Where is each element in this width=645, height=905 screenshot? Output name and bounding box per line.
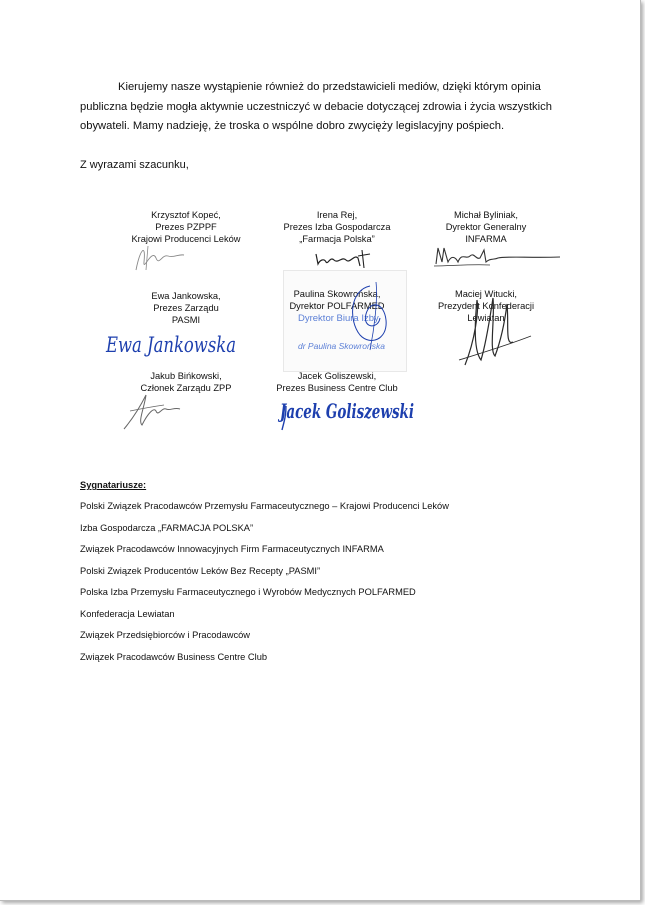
signatory-item: Konfederacja Lewiatan xyxy=(80,608,175,619)
signer-organization: PASMI xyxy=(171,315,201,326)
signer-name: Michał Byliniak, xyxy=(453,210,519,220)
signer-organization: „Farmacja Polska” xyxy=(299,234,375,245)
signer-name: Maciej Witucki, xyxy=(455,289,517,299)
signature-byliniak-scribble xyxy=(430,244,570,270)
signature-kopec-scribble xyxy=(128,240,188,275)
signatory-item: Izba Gospodarcza „FARMACJA POLSKA” xyxy=(80,522,254,533)
signer-name: Krzysztof Kopeć, xyxy=(151,210,221,220)
signer-title: Prezes Zarządu xyxy=(153,303,219,314)
signature-skowronska-scribble xyxy=(340,280,400,355)
signer-organization: Krajowi Producenci Leków xyxy=(131,234,241,245)
signature-goliszewski-handwriting xyxy=(278,392,418,434)
signer-title: Dyrektor Generalny xyxy=(445,222,527,233)
signature-block-goliszewski xyxy=(237,370,437,394)
signer-title: Prezydent Konfederacji xyxy=(437,301,535,312)
signature-witucki-scribble xyxy=(455,290,535,375)
signatory-item: Związek Pracodawców Business Centre Club xyxy=(80,651,268,662)
signatory-item: Polska Izba Przemysłu Farmaceutycznego i Wyrobów Medycznych POLFARMED xyxy=(80,587,416,597)
body-paragraph xyxy=(80,78,570,137)
signer-title: Prezes Business Centre Club xyxy=(276,383,398,394)
signatories-section xyxy=(80,480,580,673)
signer-name: Paulina Skowrońska, xyxy=(293,289,381,299)
signatories-heading: Sygnatariusze: xyxy=(80,480,147,490)
signatory-item: Polski Związek Producentów Leków Bez Recepty „PASMI” xyxy=(80,565,321,576)
signer-organization: INFARMA xyxy=(465,234,507,245)
signer-name: Jakub Bińkowski, xyxy=(150,371,222,381)
signature-jankowska-text: Ewa Jankowska xyxy=(105,333,237,357)
signer-title: Prezes PZPPF xyxy=(155,222,217,233)
signer-title: Członek Zarządu ZPP xyxy=(140,383,232,394)
signer-name: Irena Rej, xyxy=(316,210,358,220)
signatory-item: Związek Przedsiębiorców i Pracodawców xyxy=(80,630,250,640)
signature-binkowski-scribble xyxy=(120,393,190,433)
greeting: Z wyrazami szacunku, xyxy=(80,159,189,171)
signer-title: Dyrektor POLFARMED xyxy=(289,301,385,312)
signatory-item: Polski Związek Pracodawców Przemysłu Farmaceutycznego – Krajowi Producenci Leków xyxy=(80,501,449,511)
signature-goliszewski-text: Jacek Goliszewski xyxy=(277,399,414,423)
signature-block-byliniak xyxy=(386,209,586,246)
stamp-line-2: dr Paulina Skowrońska xyxy=(298,341,385,351)
signer-organization: Lewiatan xyxy=(467,313,505,324)
signer-name: Jacek Goliszewski, xyxy=(297,371,377,381)
signer-title: Prezes Izba Gospodarcza xyxy=(283,222,391,233)
signature-rej-scribble xyxy=(312,248,382,270)
signature-jankowska-handwriting xyxy=(104,318,244,360)
signatory-item: Związek Pracodawców Innowacyjnych Firm Farmaceutycznych INFARMA xyxy=(80,544,384,554)
signer-name: Ewa Jankowska, xyxy=(151,291,221,301)
paragraph-text: Kierujemy nasze wystąpienie również do przedstawicieli mediów, dzięki którym opinia publiczna będzie mogła aktywnie uczestniczyć w debacie dotyczącej zdrowia i życia wszystkich obywateli. Mamy nadzieję, że troska o wspólne dobro zwycięży legislacyjny pośpiech. xyxy=(80,81,552,132)
stamp-line-1: Dyrektor Biura Izby xyxy=(298,313,379,324)
